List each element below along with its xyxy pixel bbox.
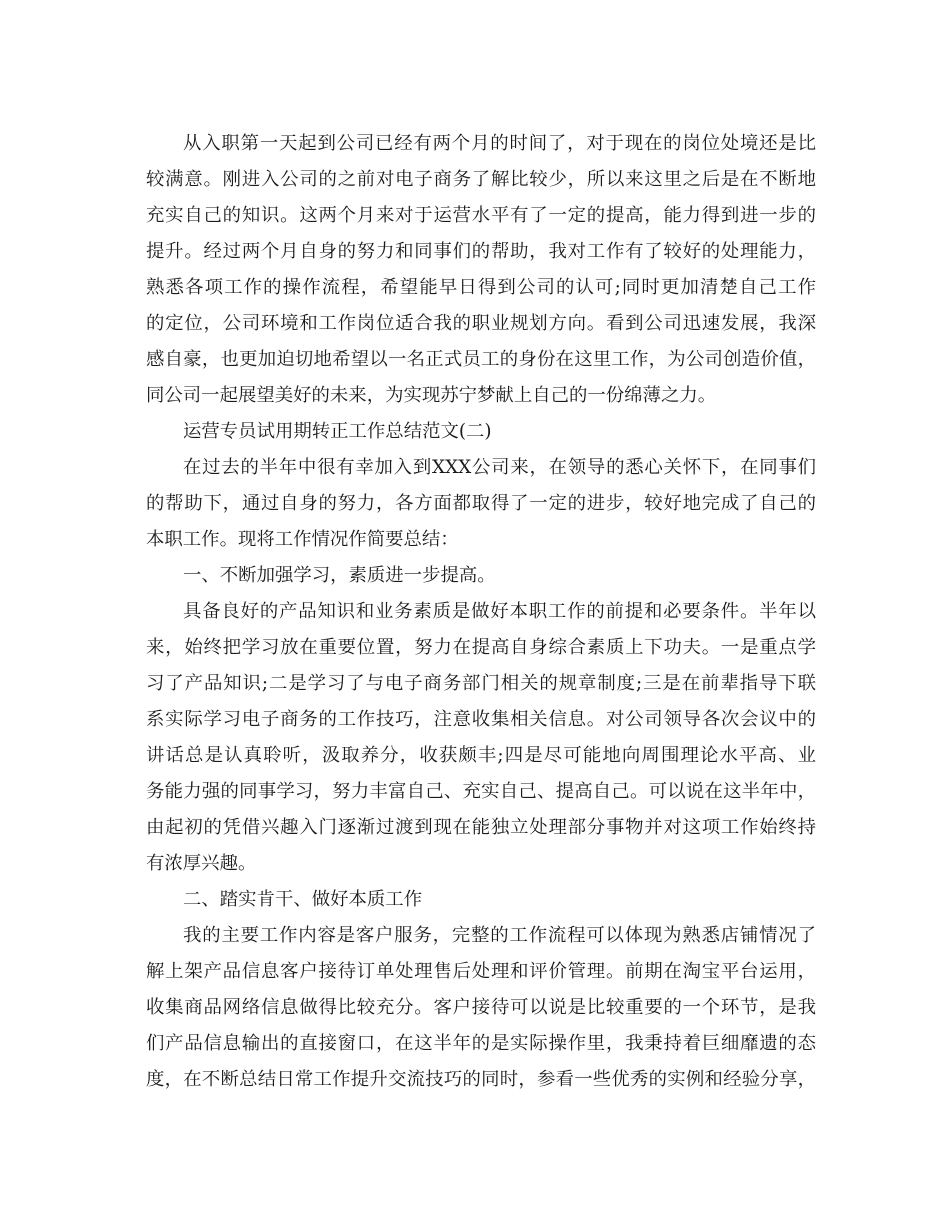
paragraph-line: 收集商品网络信息做得比较充分。客户接待可以说是比较重要的一个环节，是我	[146, 997, 816, 1018]
paragraph-line: 感自豪，也更加迫切地希望以一名正式员工的身份在这里工作，为公司创造价值，	[146, 349, 816, 370]
paragraph-line: 务能力强的同事学习，努力丰富自己、充实自己、提高自己。可以说在这半年中，	[146, 781, 816, 802]
paragraph-line: 较满意。刚进入公司的之前对电子商务了解比较少，所以来这里之后是在不断地	[146, 169, 816, 190]
paragraph-line: 有浓厚兴趣。	[146, 853, 257, 874]
paragraph-line: 由起初的凭借兴趣入门逐渐过渡到现在能独立处理部分事物并对这项工作始终持	[146, 817, 816, 838]
paragraph-line: 习了产品知识;二是学习了与电子商务部门相关的规章制度;三是在前辈指导下联	[146, 673, 816, 694]
paragraph-line: 解上架产品信息客户接待订单处理售后处理和评价管理。前期在淘宝平台运用，	[146, 961, 816, 982]
paragraph-line: 从入职第一天起到公司已经有两个月的时间了，对于现在的岗位处境还是比	[183, 133, 816, 154]
paragraph-line: 度，在不断总结日常工作提升交流技巧的同时，参看一些优秀的实例和经验分享，	[146, 1069, 816, 1090]
paragraph-line: 们产品信息输出的直接窗口，在这半年的是实际操作里，我秉持着巨细靡遗的态	[146, 1033, 816, 1054]
section-title: 运营专员试用期转正工作总结范文(二)	[183, 421, 492, 442]
document-page	[146, 126, 816, 1098]
paragraph-line: 系实际学习电子商务的工作技巧，注意收集相关信息。对公司领导各次会议中的	[146, 709, 816, 730]
paragraph-line: 提升。经过两个月自身的努力和同事们的帮助，我对工作有了较好的处理能力，	[146, 241, 816, 262]
paragraph-line: 的定位，公司环境和工作岗位适合我的职业规划方向。看到公司迅速发展，我深	[146, 313, 816, 334]
paragraph-line: 充实自己的知识。这两个月来对于运营水平有了一定的提高，能力得到进一步的	[146, 205, 816, 226]
section-heading: 一、不断加强学习，素质进一步提高。	[183, 565, 496, 586]
paragraph-line: 来，始终把学习放在重要位置，努力在提高自身综合素质上下功夫。一是重点学	[146, 637, 816, 658]
paragraph-line: 的帮助下，通过自身的努力，各方面都取得了一定的进步，较好地完成了自己的	[146, 493, 816, 514]
paragraph-line: 我的主要工作内容是客户服务，完整的工作流程可以体现为熟悉店铺情况了	[183, 925, 816, 946]
paragraph-line: 熟悉各项工作的操作流程，希望能早日得到公司的认可;同时更加清楚自己工作	[146, 277, 816, 298]
paragraph-line: 同公司一起展望美好的未来，为实现苏宁梦献上自己的一份绵薄之力。	[146, 385, 717, 406]
paragraph-line: 具备良好的产品知识和业务素质是做好本职工作的前提和必要条件。半年以	[183, 601, 816, 622]
paragraph-line: 讲话总是认真聆听，汲取养分，收获颇丰;四是尽可能地向周围理论水平高、业	[146, 745, 816, 766]
section-heading: 二、踏实肯干、做好本质工作	[183, 889, 423, 910]
paragraph-line: 在过去的半年中很有幸加入到XXX公司来，在领导的悉心关怀下，在同事们	[183, 457, 816, 478]
paragraph-line: 本职工作。现将工作情况作简要总结：	[146, 529, 459, 550]
